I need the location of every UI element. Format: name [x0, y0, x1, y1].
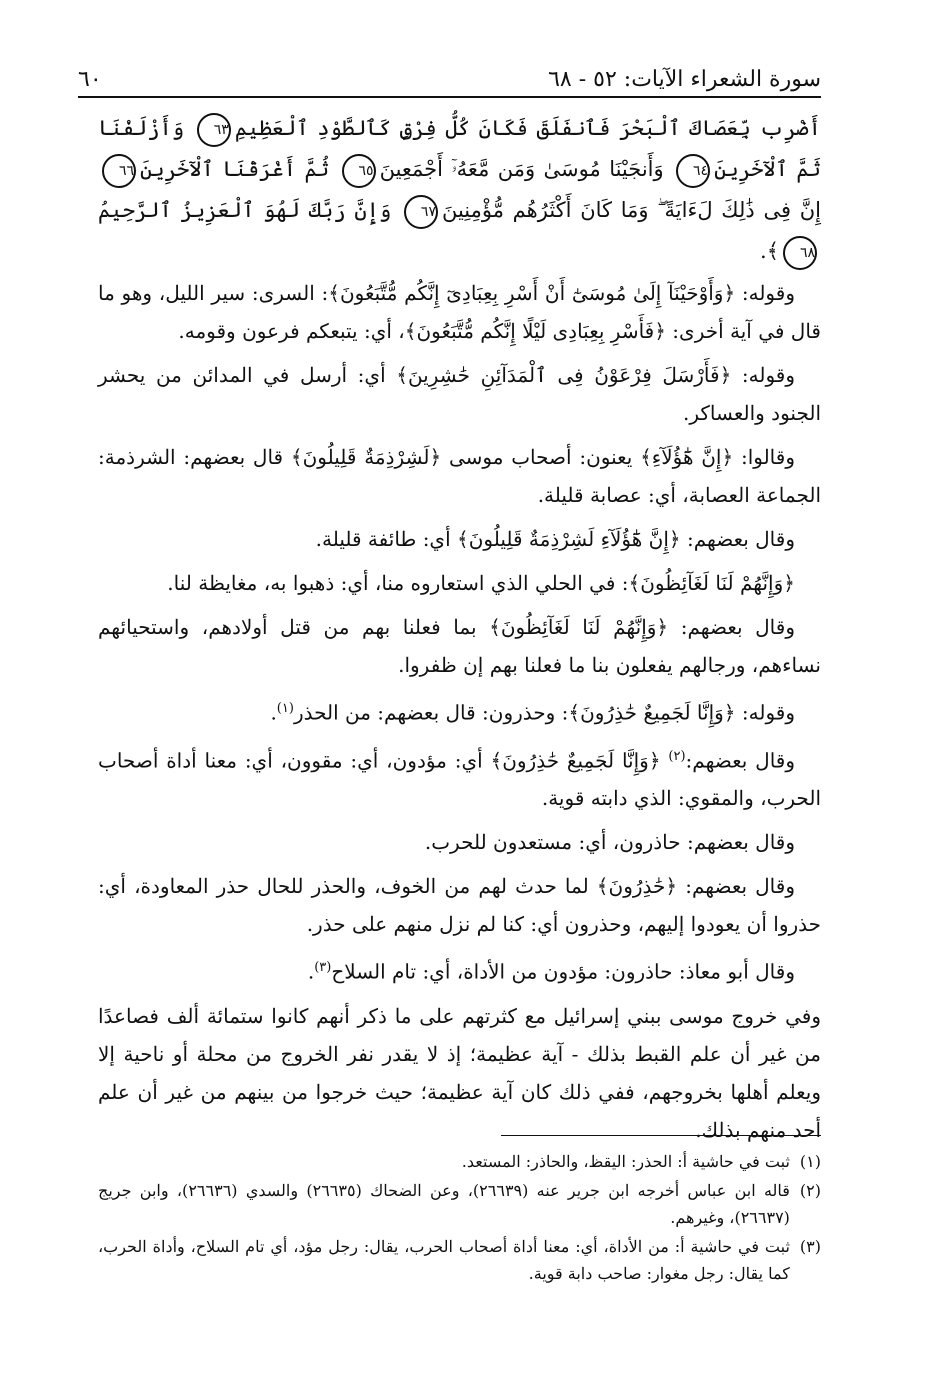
footnote-text: ثبت في حاشية أ: الحذر: اليقظ، والحاذر: المستعد. [461, 1152, 790, 1171]
page-header [78, 52, 821, 92]
footnote-item [98, 1177, 821, 1231]
commentary-paragraph: وفي خروج موسى ببني إسرائيل مع كثرتهم على ما ذكر أنهم كانوا ستمائة ألف فصاعدًا من غير أن علم القبط بذلك - آية عظيمة؛ إذ لا يقدر نفر الخروج من محلة أو ناحية إلا ويعلم أهلها بخروجهم، ففي ذلك كان آية عظيمة؛ حيث خرجوا من بينهم من غير أن علم أحد منهم بذلك. [98, 1003, 821, 1142]
commentary-paragraph: وقوله: ﴿فَأَرْسَلَ فِرْعَوْنُ فِى ٱلْمَدَآئِنِ حَٰشِرِينَ﴾ أي: أرسل في المدائن من يحشر الجنود والعساكر. [98, 363, 821, 425]
commentary-paragraph: وقالوا: ﴿إِنَّ هَٰٓؤُلَآءِ﴾ يعنون: أصحاب موسى ﴿لَشِرْذِمَةٌ قَلِيلُونَ﴾ قال بعضهم: الشرذمة: الجماعة العصابة، أي: عصابة قليلة. [98, 445, 821, 507]
footnote-item [98, 1148, 821, 1175]
footnote-text: قاله ابن عباس أخرجه ابن جرير عنه (٢٦٦٣٩)، وعن الضحاك (٢٦٦٣٥) والسدي (٢٦٦٣٦)، وابن جريج (٢٦٦٣٧)، وغيرهم. [98, 1181, 790, 1227]
footnote-number: (٢) [799, 1181, 821, 1200]
verse-text: وَإِنَّ رَبَّكَ لَهُوَ ٱلْعَزِيزُ ٱلرَّحِيمُ [98, 198, 392, 222]
commentary-paragraph: وقال بعضهم: ﴿حَٰذِرُونَ﴾ لما حدث لهم من الخوف، والحذر للحال حذر المعاودة، أي: حذروا أن يعودوا إليهم، وحذرون أي: كنا لم نزل منهم على حذر. [98, 874, 821, 937]
commentary-paragraph [98, 738, 821, 818]
commentary-paragraph: وقوله: ﴿وَأَوْحَيْنَآ إِلَىٰ مُوسَىٰٓ أَنْ أَسْرِ بِعِبَادِىٓ إِنَّكُم مُّتَّبَعُونَ﴾: السرى: سير الليل، وهو ما قال في آية أخرى: ﴿فَأَسْرِ بِعِبَادِى لَيْلًا إِنَّكُم مُّتَّبَعُونَ﴾، أي: يتبعكم فرعون وقومه. [98, 281, 821, 343]
paragraph-text: وقال أبو معاذ: حاذرون: مؤدون من الأداة، أي: تام السلاح [331, 959, 795, 984]
aya-number-mark: ٦٦ [102, 154, 136, 188]
verse-text: إِنَّ فِى ذَٰلِكَ لَءَايَةً ۖ وَمَا كَانَ أَكْثَرُهُم مُّؤْمِنِينَ [441, 198, 821, 222]
footnote-reference[interactable]: (٢) [668, 748, 686, 764]
surah-title: سورة الشعراء الآيات: ٥٢ - ٦٨ [548, 67, 821, 92]
footnote-number: (١) [799, 1152, 821, 1171]
verse-text: وَأَزْلَفْنَا ثَمَّ ٱلْآخَرِينَ [98, 116, 821, 181]
commentary-paragraph [98, 949, 821, 991]
verse-close-bracket: ﴾. [760, 239, 779, 263]
verse-text: ثُمَّ أَغْرَقْنَا ٱلْآخَرِينَ [140, 157, 330, 181]
quran-verses-block [98, 108, 821, 272]
footnote-reference[interactable]: (٣) [314, 960, 332, 976]
commentary-paragraph: ﴿وَإِنَّهُمْ لَنَا لَغَآئِظُونَ﴾: في الحلي الذي استعاروه منا، أي: ذهبوا به، مغايظة لنا. [167, 571, 795, 595]
paragraph-text: . [307, 959, 315, 984]
footnote-text: ثبت في حاشية أ: من الأداة، أي: معنا أداة أصحاب الحرب، يقال: رجل مؤد، أي تام السلاح، وأداة الحرب، كما يقال: رجل مغوار: صاحب دابة قوية. [98, 1237, 790, 1283]
main-text [98, 108, 821, 1155]
footnote-divider [501, 1135, 821, 1136]
footnote-reference[interactable]: (١) [276, 701, 294, 716]
paragraph-text: وقال بعضهم: [685, 748, 796, 773]
aya-number-mark: ٦٣ [197, 113, 231, 147]
commentary-paragraph: وقال بعضهم: ﴿إِنَّ هَٰٓؤُلَآءِ لَشِرْذِمَةٌ قَلِيلُونَ﴾ أي: طائفة قليلة. [315, 527, 795, 551]
aya-number-mark: ٦٨ [783, 236, 817, 270]
aya-number-mark: ٦٧ [404, 195, 438, 229]
commentary-paragraph: وقال بعضهم: حاذرون، أي: مستعدون للحرب. [424, 830, 795, 855]
paragraph-text: . [270, 700, 277, 725]
paragraph-text: وقوله: ﴿وَإِنَّا لَجَمِيعٌ حَٰذِرُونَ﴾: وحذرون: قال بعضهم: من الحذر [293, 700, 795, 725]
page-number: ٦٠ [78, 67, 102, 92]
verse-text: أَضْرِب بِّعَصَاكَ ٱلْبَحْرَ فَٱنفَلَقَ فَكَانَ كُلُّ فِرْقٍ كَٱلطَّوْدِ ٱلْعَظِيمِ [234, 116, 821, 140]
paragraph-text: ﴿وَإِنَّا لَجَمِيعٌ حَٰذِرُونَ﴾ أي: مؤدون، أي: مقوون، أي: معنا أداة أصحاب الحرب، والمقوي: الذي دابته قوية. [98, 748, 821, 811]
footnote-item [98, 1233, 821, 1287]
verse-text: وَأَنجَيْنَا مُوسَىٰ وَمَن مَّعَهُۥٓ أَجْمَعِينَ [379, 157, 664, 181]
commentary-paragraph [98, 690, 821, 732]
commentary-paragraph: وقال بعضهم: ﴿وَإِنَّهُمْ لَنَا لَغَآئِظُونَ﴾ بما فعلنا بهم من قتل أولادهم، واستحيائهم نساءهم، ورجالهم يفعلون بنا ما فعلنا بهم إن ظفروا. [98, 615, 821, 677]
aya-number-mark: ٦٤ [676, 154, 710, 188]
aya-number-mark: ٦٥ [342, 154, 376, 188]
footnotes [98, 1148, 821, 1289]
header-divider [78, 96, 821, 98]
footnote-number: (٣) [799, 1237, 821, 1256]
